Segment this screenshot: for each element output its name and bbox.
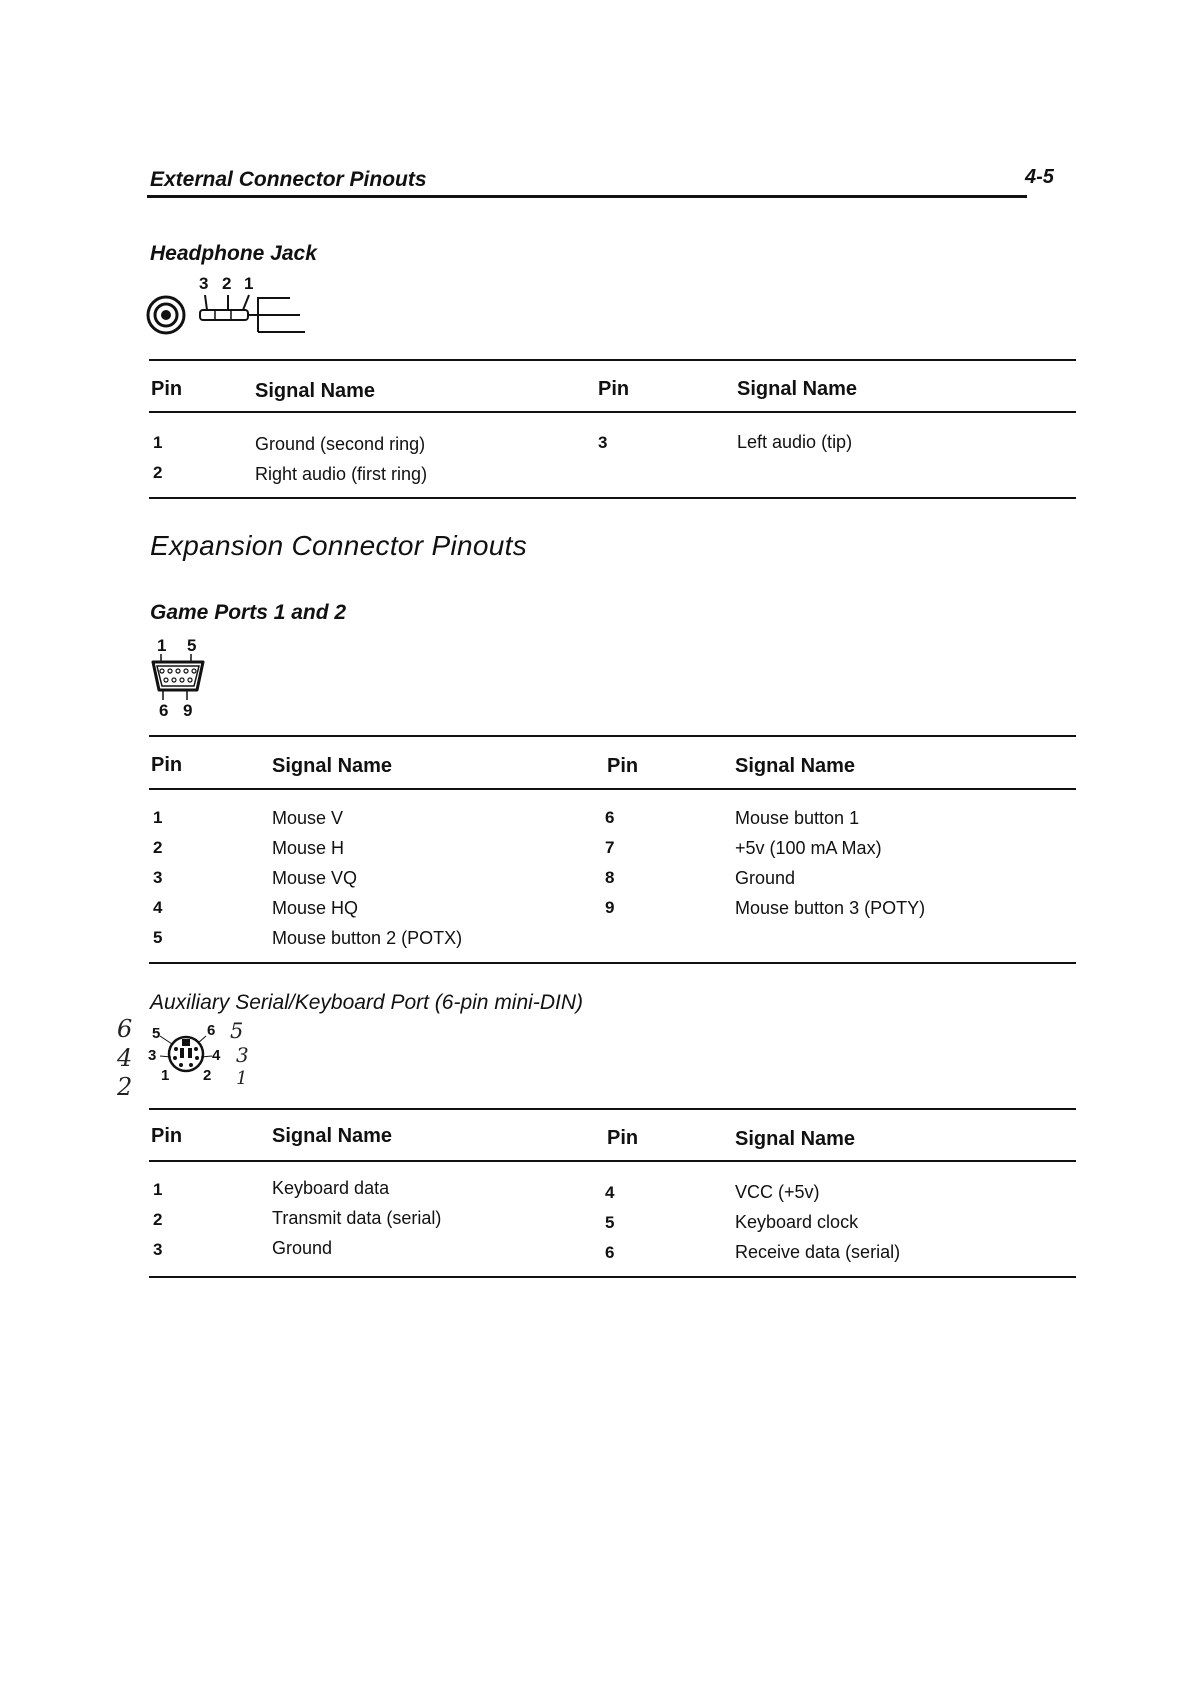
table-row-signal: Mouse button 1	[735, 808, 860, 828]
game-table-bottom-rule	[149, 962, 1076, 964]
table-row-signal: Ground	[735, 868, 796, 888]
headphone-jack-icon	[145, 290, 315, 340]
table-row-pin: 6	[605, 808, 615, 827]
table-row-signal: Left audio (tip)	[737, 432, 853, 452]
din-label-1: 1	[161, 1067, 170, 1084]
table-row-pin: 3	[153, 868, 163, 887]
db9-label-9: 9	[183, 701, 193, 720]
db9-label-6: 6	[159, 701, 169, 720]
table-row-signal: Mouse H	[272, 838, 345, 858]
expansion-title: Expansion Connector Pinouts	[150, 530, 527, 561]
din-label-2: 2	[203, 1067, 212, 1084]
table-row-pin: 8	[605, 868, 615, 887]
game-ports-title: Game Ports 1 and 2	[150, 601, 347, 624]
table-row-pin: 9	[605, 898, 615, 917]
table-row-signal: Mouse HQ	[272, 898, 359, 918]
table-row-signal: Mouse button 3 (POTY)	[735, 898, 926, 918]
aux-table-bottom-rule	[149, 1276, 1076, 1278]
din-label-6: 6	[207, 1022, 216, 1039]
db9-label-5: 5	[187, 636, 197, 655]
table-row-signal: Receive data (serial)	[735, 1242, 901, 1262]
game-header-rule	[149, 788, 1076, 790]
aux-col-signal-2: Signal Name	[735, 1128, 856, 1150]
aux-port-title: Auxiliary Serial/Keyboard Port (6-pin mini-DIN)	[150, 991, 583, 1014]
table-row-signal: Mouse V	[272, 808, 344, 828]
table-row-signal: Ground	[272, 1238, 333, 1258]
mini-din-connector-icon	[160, 1030, 212, 1080]
table-row-pin: 4	[605, 1183, 615, 1202]
handwritten-note: 6	[117, 1015, 133, 1043]
game-col-pin-2: Pin	[607, 755, 639, 777]
aux-table-top-rule	[149, 1108, 1076, 1110]
table-row-pin: 2	[153, 838, 163, 857]
table-row-signal: VCC (+5v)	[735, 1182, 820, 1202]
din-label-4: 4	[212, 1047, 221, 1064]
table-row-signal: Keyboard data	[272, 1178, 390, 1198]
table-row-signal: Transmit data (serial)	[272, 1208, 442, 1228]
header-rule	[147, 195, 1027, 198]
table-row-pin: 1	[153, 1180, 163, 1199]
table-row-pin: 6	[605, 1243, 615, 1262]
handwritten-note: 2	[117, 1073, 133, 1101]
db9-connector-icon	[150, 654, 210, 704]
table-row-signal: Keyboard clock	[735, 1212, 859, 1232]
jack-label-2: 2	[222, 274, 232, 293]
jack-label-3: 3	[199, 274, 209, 293]
headphone-header-rule	[149, 411, 1076, 413]
headphone-title: Headphone Jack	[150, 242, 317, 265]
table-row-pin: 1	[153, 433, 163, 452]
table-row-pin: 5	[153, 928, 163, 947]
table-row-pin: 3	[598, 433, 608, 452]
table-row-signal: Mouse VQ	[272, 868, 358, 888]
table-row-pin: 2	[153, 1210, 163, 1229]
aux-col-pin-2: Pin	[607, 1127, 639, 1149]
handwritten-note: 5	[230, 1019, 244, 1043]
handwritten-note: 3	[236, 1043, 249, 1067]
din-label-3: 3	[148, 1047, 157, 1064]
headphone-col-signal-2: Signal Name	[737, 378, 858, 400]
headphone-table-top-rule	[149, 359, 1076, 361]
table-row-pin: 3	[153, 1240, 163, 1259]
running-title: External Connector Pinouts	[150, 168, 427, 191]
table-row-signal: Mouse button 2 (POTX)	[272, 928, 463, 948]
aux-col-pin-1: Pin	[151, 1125, 183, 1147]
headphone-col-pin-1: Pin	[151, 378, 183, 400]
din-label-5: 5	[152, 1025, 161, 1042]
aux-header-rule	[149, 1160, 1076, 1162]
handwritten-note: 1	[236, 1068, 248, 1089]
table-row-signal: Ground (second ring)	[255, 434, 426, 454]
table-row-pin: 7	[605, 838, 615, 857]
game-table-top-rule	[149, 735, 1076, 737]
headphone-col-signal-1: Signal Name	[255, 380, 376, 402]
table-row-pin: 2	[153, 463, 163, 482]
table-row-pin: 4	[153, 898, 163, 917]
table-row-pin: 1	[153, 808, 163, 827]
game-col-signal-2: Signal Name	[735, 755, 856, 777]
table-row-signal: Right audio (first ring)	[255, 464, 428, 484]
page-number: 4-5	[1025, 166, 1054, 188]
table-row-pin: 5	[605, 1213, 615, 1232]
db9-label-1: 1	[157, 636, 167, 655]
game-col-signal-1: Signal Name	[272, 755, 393, 777]
handwritten-note: 4	[117, 1044, 133, 1072]
headphone-col-pin-2: Pin	[598, 378, 630, 400]
jack-label-1: 1	[244, 274, 254, 293]
aux-col-signal-1: Signal Name	[272, 1125, 393, 1147]
game-col-pin-1: Pin	[151, 754, 183, 776]
table-row-signal: +5v (100 mA Max)	[735, 838, 882, 858]
headphone-table-bottom-rule	[149, 497, 1076, 499]
